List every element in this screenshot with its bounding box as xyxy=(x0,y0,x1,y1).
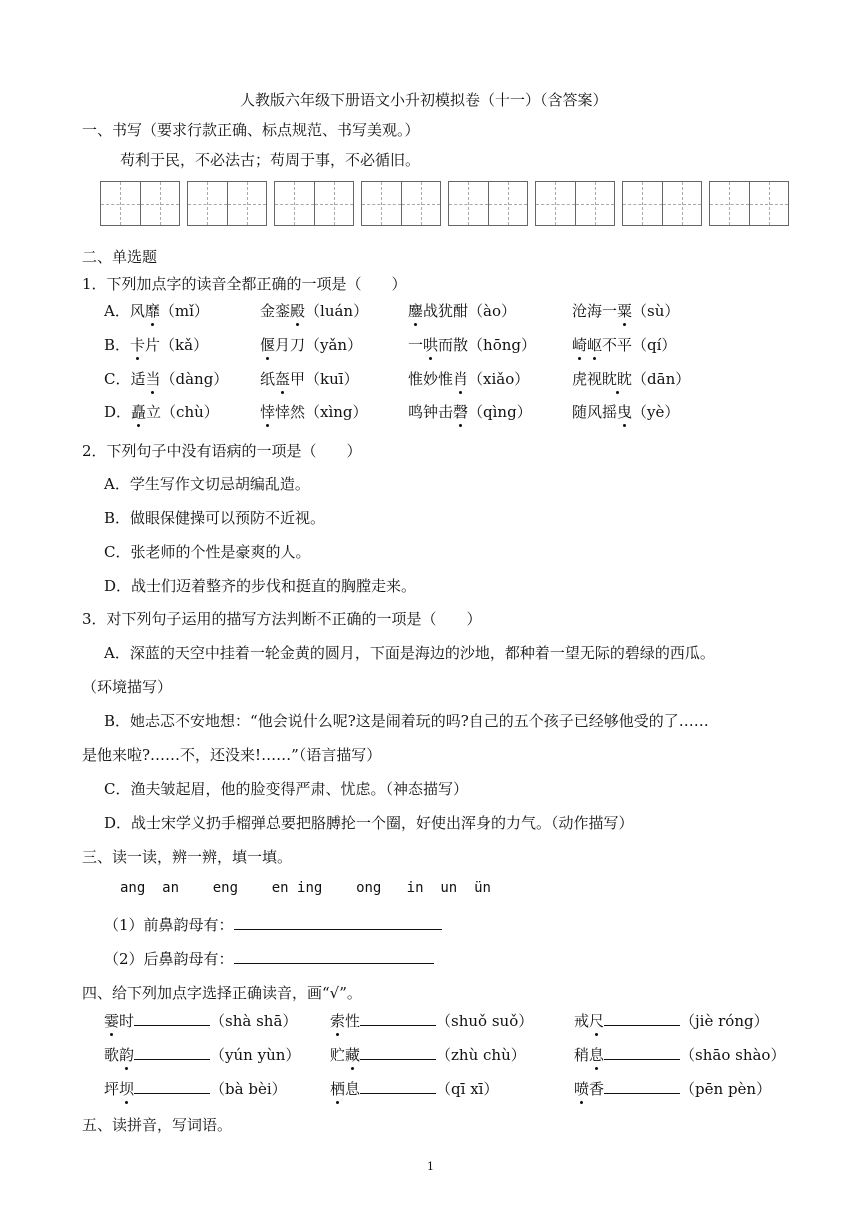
section-4-heading: 四、给下列加点字选择正确读音，画“√”。 xyxy=(82,984,362,1002)
finals-list: ang an eng en ing ong in un ün xyxy=(120,880,491,896)
q2-option-a: A．学生写作文切忌胡编乱造。 xyxy=(104,475,310,493)
q1-option-a-3: 鏖战犹酣（ào） xyxy=(408,302,516,320)
pronunciation-item: 霎时 （shà shā） xyxy=(104,1012,298,1030)
grid-cell xyxy=(535,181,615,226)
back-nasal-line: （2）后鼻韵母有： xyxy=(104,948,434,969)
grid-cell xyxy=(622,181,702,226)
q1-option-c-1: C．适当（dàng） xyxy=(104,370,229,388)
question-1-stem: 1．下列加点字的读音全都正确的一项是（ ） xyxy=(82,275,407,293)
q2-option-b: B．做眼保健操可以预防不近视。 xyxy=(104,509,326,527)
front-nasal-line: （1）前鼻韵母有： xyxy=(104,914,442,935)
q1-option-d-3: 鸣钟击磬（qìng） xyxy=(408,403,532,421)
pronunciation-item: 贮藏 （zhù chù） xyxy=(330,1046,526,1064)
grid-cell xyxy=(361,181,441,226)
pronunciation-item: 坪坝 （bà bèi） xyxy=(104,1080,287,1098)
q3-option-a-cont: （环境描写） xyxy=(82,678,173,696)
q1-option-d-2: 悻悻然（xìng） xyxy=(260,403,368,421)
q1-option-a-4: 沧海一粟（sù） xyxy=(572,302,680,320)
q1-option-a-2: 金銮殿（luán） xyxy=(260,302,369,320)
q1-option-d-1: D．矗立（chù） xyxy=(104,403,219,421)
q2-option-d: D．战士们迈着整齐的步伐和挺直的胸膛走来。 xyxy=(104,577,417,595)
q1-option-b-4: 崎岖不平（qí） xyxy=(572,336,677,354)
pronunciation-item: 戒尺 （jiè róng） xyxy=(574,1012,769,1030)
q1-option-c-3: 惟妙惟肖（xiǎo） xyxy=(408,370,530,388)
grid-cell xyxy=(274,181,354,226)
section-1-heading: 一、书写（要求行款正确、标点规范、书写美观。） xyxy=(82,121,420,139)
q1-option-b-2: 偃月刀（yǎn） xyxy=(260,336,363,354)
q3-option-c: C．渔夫皱起眉，他的脸变得严肃、忧虑。（神态描写） xyxy=(104,780,468,798)
q3-option-d: D．战士宋学义扔手榴弹总要把胳膊抡一个圈，好使出浑身的力气。（动作描写） xyxy=(104,814,634,832)
grid-cell xyxy=(448,181,528,226)
section-1-text: 苟利于民，不必法古；苟周于事，不必循旧。 xyxy=(120,151,421,169)
q1-option-b-3: 一哄而散（hōng） xyxy=(408,336,536,354)
q1-option-c-2: 纸盔甲（kuī） xyxy=(260,370,359,388)
section-5-heading: 五、读拼音，写词语。 xyxy=(82,1116,233,1134)
question-3-stem: 3．对下列句子运用的描写方法判断不正确的一项是（ ） xyxy=(82,610,482,628)
pronunciation-item: 索性 （shuǒ suǒ） xyxy=(330,1012,534,1030)
question-2-stem: 2．下列句子中没有语病的一项是（ ） xyxy=(82,442,362,460)
grid-cell xyxy=(709,181,789,226)
q3-option-b: B．她忐忑不安地想：“他会说什么呢?这是闹着玩的吗?自己的五个孩子已经够他受的了…… xyxy=(104,712,709,730)
pronunciation-item: 稍息 （shāo shào） xyxy=(574,1046,786,1064)
pronunciation-item: 歌韵 （yún yùn） xyxy=(104,1046,301,1064)
grid-cell xyxy=(100,181,180,226)
q1-option-b-1: B．卡片（kǎ） xyxy=(104,336,209,354)
q1-option-a-1: A．风靡（mǐ） xyxy=(104,302,209,320)
pronunciation-item: 栖息 （qī xī） xyxy=(330,1080,499,1098)
q3-option-a: A．深蓝的天空中挂着一轮金黄的圆月，下面是海边的沙地，都种着一望无际的碧绿的西瓜。 xyxy=(104,644,715,662)
q1-option-d-4: 随风摇曳（yè） xyxy=(572,403,680,421)
pronunciation-item: 喷香 （pēn pèn） xyxy=(574,1080,772,1098)
page-number: 1 xyxy=(427,1160,434,1173)
q1-option-c-4: 虎视眈眈（dān） xyxy=(572,370,691,388)
page-title: 人教版六年级下册语文小升初模拟卷（十一）（含答案） xyxy=(240,91,608,109)
q3-option-b-cont: 是他来啦?……不，还没来!……”（语言描写） xyxy=(82,746,382,764)
writing-grid xyxy=(100,181,789,226)
section-2-heading: 二、单选题 xyxy=(82,248,158,266)
q2-option-c: C．张老师的个性是豪爽的人。 xyxy=(104,543,311,561)
grid-cell xyxy=(187,181,267,226)
section-3-heading: 三、读一读，辨一辨，填一填。 xyxy=(82,848,293,866)
